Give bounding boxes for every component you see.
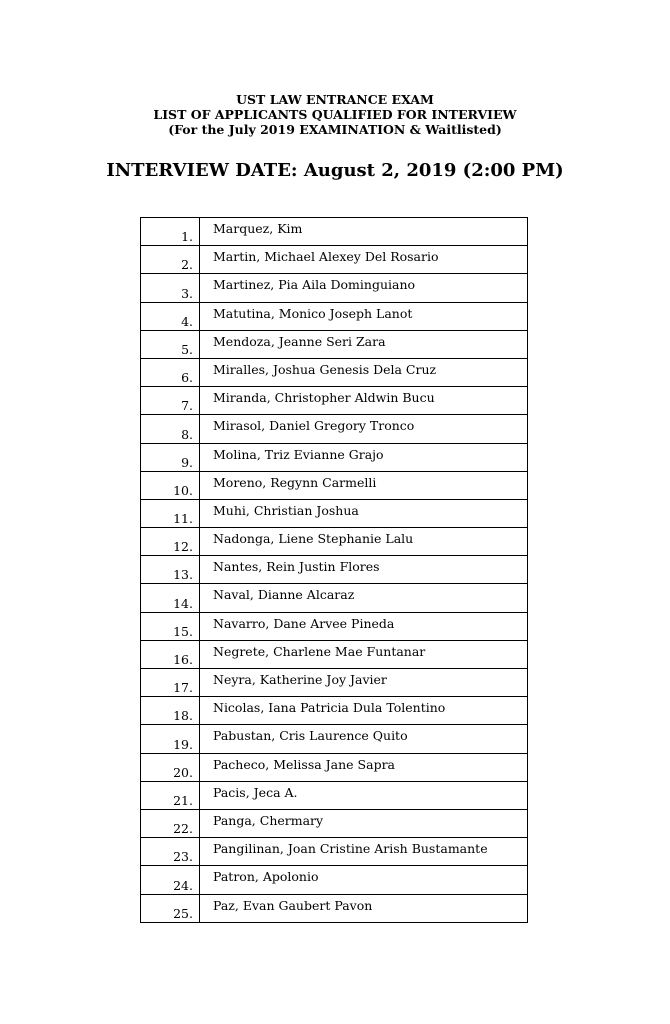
row-number: 10. — [141, 471, 200, 499]
table-row — [141, 528, 528, 556]
applicant-name: Pacis, Jeca A. — [200, 781, 528, 809]
list-title: LIST OF APPLICANTS QUALIFIED FOR INTERVIEW — [153, 107, 517, 122]
applicant-name: Pangilinan, Joan Cristine Arish Bustamante — [200, 838, 528, 866]
document-header — [0, 92, 670, 137]
row-number: 11. — [141, 499, 200, 527]
applicant-name: Molina, Triz Evianne Grajo — [200, 443, 528, 471]
row-number: 21. — [141, 781, 200, 809]
exam-title: UST LAW ENTRANCE EXAM — [236, 92, 434, 107]
applicant-name: Mendoza, Jeanne Seri Zara — [200, 330, 528, 358]
table-row — [141, 556, 528, 584]
row-number: 2. — [141, 246, 200, 274]
applicants-table — [140, 217, 528, 923]
table-row — [141, 612, 528, 640]
row-number: 6. — [141, 358, 200, 386]
row-number: 5. — [141, 330, 200, 358]
table-row — [141, 499, 528, 527]
table-row — [141, 471, 528, 499]
table-row — [141, 584, 528, 612]
applicant-name: Panga, Chermary — [200, 809, 528, 837]
table-row — [141, 415, 528, 443]
table-row — [141, 387, 528, 415]
row-number: 15. — [141, 612, 200, 640]
applicant-name: Martinez, Pia Aila Dominguiano — [200, 274, 528, 302]
table-row — [141, 838, 528, 866]
applicant-name: Navarro, Dane Arvee Pineda — [200, 612, 528, 640]
row-number: 8. — [141, 415, 200, 443]
table-row — [141, 302, 528, 330]
table-row — [141, 246, 528, 274]
table-row — [141, 866, 528, 894]
row-number: 7. — [141, 387, 200, 415]
applicant-name: Nantes, Rein Justin Flores — [200, 556, 528, 584]
row-number: 3. — [141, 274, 200, 302]
applicant-name: Pacheco, Melissa Jane Sapra — [200, 753, 528, 781]
row-number: 19. — [141, 725, 200, 753]
table-row — [141, 725, 528, 753]
row-number: 9. — [141, 443, 200, 471]
table-row — [141, 894, 528, 922]
applicant-name: Paz, Evan Gaubert Pavon — [200, 894, 528, 922]
row-number: 22. — [141, 809, 200, 837]
row-number: 12. — [141, 528, 200, 556]
table-row — [141, 640, 528, 668]
list-subtitle: (For the July 2019 EXAMINATION & Waitlisted) — [168, 122, 502, 137]
row-number: 23. — [141, 838, 200, 866]
applicant-name: Mirasol, Daniel Gregory Tronco — [200, 415, 528, 443]
table-row — [141, 781, 528, 809]
applicant-name: Marquez, Kim — [200, 218, 528, 246]
applicant-name: Naval, Dianne Alcaraz — [200, 584, 528, 612]
row-number: 16. — [141, 640, 200, 668]
table-row — [141, 443, 528, 471]
applicant-name: Muhi, Christian Joshua — [200, 499, 528, 527]
applicant-name: Nicolas, Iana Patricia Dula Tolentino — [200, 697, 528, 725]
table-row — [141, 330, 528, 358]
row-number: 1. — [141, 218, 200, 246]
row-number: 4. — [141, 302, 200, 330]
table-row — [141, 218, 528, 246]
applicants-table-body — [141, 218, 528, 923]
row-number: 13. — [141, 556, 200, 584]
applicant-name: Negrete, Charlene Mae Funtanar — [200, 640, 528, 668]
row-number: 20. — [141, 753, 200, 781]
table-row — [141, 697, 528, 725]
row-number: 14. — [141, 584, 200, 612]
interview-date: INTERVIEW DATE: August 2, 2019 (2:00 PM) — [106, 160, 564, 181]
applicant-name: Pabustan, Cris Laurence Quito — [200, 725, 528, 753]
row-number: 17. — [141, 669, 200, 697]
applicant-name: Miranda, Christopher Aldwin Bucu — [200, 387, 528, 415]
applicant-name: Matutina, Monico Joseph Lanot — [200, 302, 528, 330]
row-number: 18. — [141, 697, 200, 725]
table-row — [141, 809, 528, 837]
table-row — [141, 358, 528, 386]
table-row — [141, 274, 528, 302]
applicant-name: Moreno, Regynn Carmelli — [200, 471, 528, 499]
applicant-name: Martin, Michael Alexey Del Rosario — [200, 246, 528, 274]
table-row — [141, 753, 528, 781]
applicant-name: Nadonga, Liene Stephanie Lalu — [200, 528, 528, 556]
applicant-name: Miralles, Joshua Genesis Dela Cruz — [200, 358, 528, 386]
table-row — [141, 669, 528, 697]
row-number: 24. — [141, 866, 200, 894]
row-number: 25. — [141, 894, 200, 922]
applicant-name: Patron, Apolonio — [200, 866, 528, 894]
applicant-name: Neyra, Katherine Joy Javier — [200, 669, 528, 697]
